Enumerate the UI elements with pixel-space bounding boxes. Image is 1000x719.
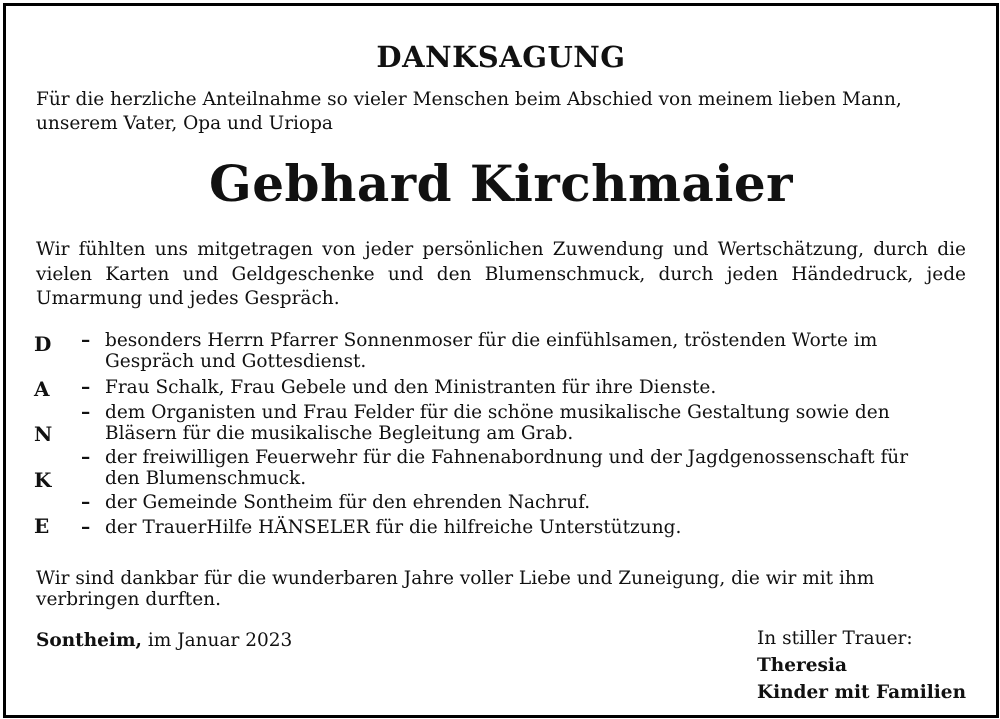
thanks-text: dem Organisten und Frau Felder für die schöne musikalische Gestaltung sowie den Bläsern für die musikalische Begleitung am Grab. [105, 402, 890, 444]
signature-block [757, 625, 966, 706]
dash-marker: – [81, 447, 91, 468]
danke-letter: D [34, 332, 52, 356]
dash-marker: – [81, 402, 91, 423]
danke-letter: A [34, 377, 50, 401]
signature-name: Theresia [757, 655, 847, 676]
thanks-text: der TrauerHilfe HÄNSELER für die hilfreiche Unterstützung. [105, 517, 682, 538]
dash-marker: – [81, 492, 91, 513]
notice-heading: DANKSAGUNG [376, 40, 626, 74]
danke-letter: N [34, 422, 53, 446]
signature-family: Kinder mit Familien [757, 682, 967, 703]
signature-intro: In stiller Trauer: [757, 628, 913, 649]
thanks-text: der freiwilligen Feuerwehr für die Fahnenabordnung und der Jagdgenossenschaft für den Blumenschmuck. [105, 447, 909, 489]
thanks-text: Frau Schalk, Frau Gebele und den Ministranten für ihre Dienste. [105, 377, 717, 398]
thanks-text: besonders Herrn Pfarrer Sonnenmoser für die einfühlsamen, tröstenden Worte im Gespräch und Gottesdienst. [105, 330, 878, 372]
thanks-text: der Gemeinde Sontheim für den ehrenden Nachruf. [105, 492, 591, 513]
deceased-name: Gebhard Kirchmaier [209, 154, 793, 213]
place-date [36, 630, 292, 651]
place: Sontheim, [36, 630, 142, 651]
danke-letter: E [34, 514, 50, 538]
dash-marker: – [81, 517, 91, 538]
dash-marker: – [81, 330, 91, 351]
dash-marker: – [81, 377, 91, 398]
date: im Januar 2023 [147, 630, 293, 651]
closing-text: Wir sind dankbar für die wunderbaren Jahre voller Liebe und Zuneigung, die wir mit ihm verbringen durften. [36, 568, 875, 610]
body-paragraph: Wir fühlten uns mitgetragen von jeder persönlichen Zuwendung und Wertschätzung, durch die vielen Karten und Geldgeschenke und den Blumenschmuck, durch jeden Händedruck, jede Umarmung und jedes Gespräch. [36, 239, 966, 309]
intro-text: Für die herzliche Anteilnahme so vieler Menschen beim Abschied von meinem lieben Mann, unserem Vater, Opa und Uriopa [36, 89, 902, 134]
danke-letter: K [34, 468, 52, 492]
obituary-notice [3, 3, 999, 718]
